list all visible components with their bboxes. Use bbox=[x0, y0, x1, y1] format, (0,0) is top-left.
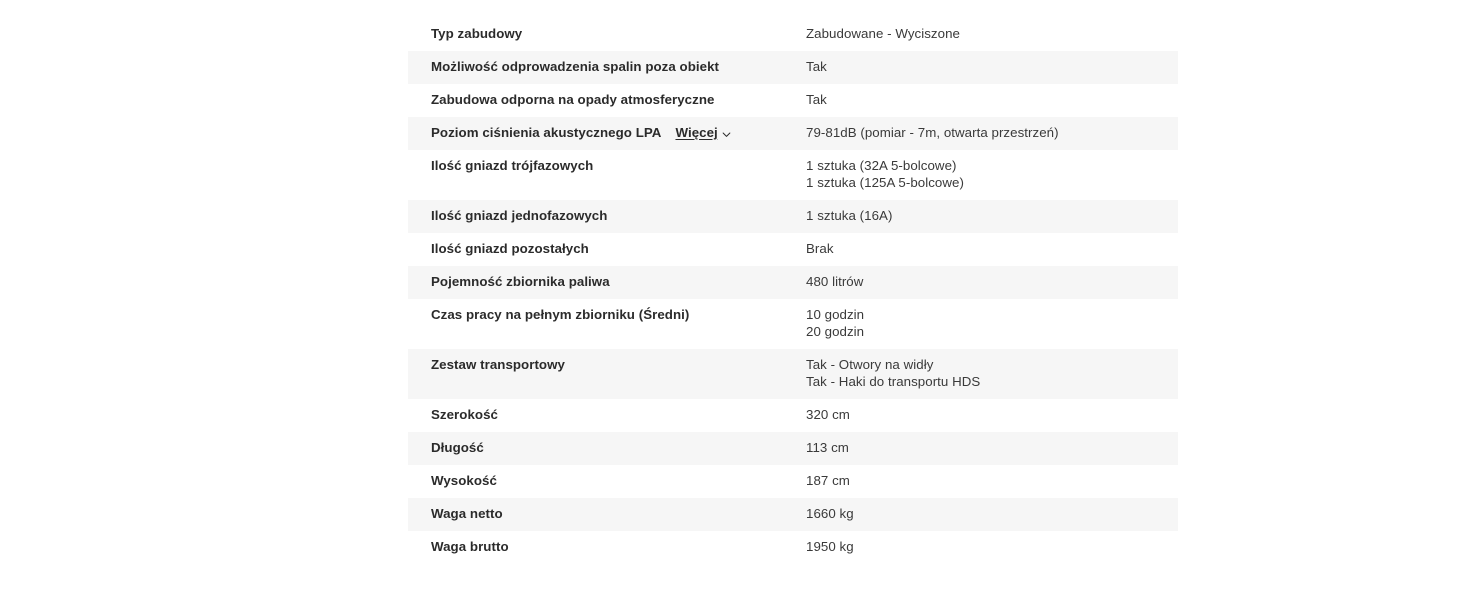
spec-value-cell bbox=[806, 266, 1178, 290]
spec-label-text: Wysokość bbox=[431, 473, 497, 488]
spec-value-text: 10 godzin bbox=[806, 307, 865, 322]
more-toggle-label: Więcej bbox=[675, 125, 718, 140]
spec-label-cell bbox=[431, 150, 806, 174]
spec-value-text: 480 litrów bbox=[806, 274, 864, 289]
spec-value-cell bbox=[806, 84, 1178, 108]
table-row bbox=[408, 18, 1178, 51]
spec-value-text: 113 cm bbox=[806, 440, 849, 455]
table-row bbox=[408, 51, 1178, 84]
spec-label-cell bbox=[431, 498, 806, 522]
chevron-down-icon bbox=[722, 130, 731, 139]
spec-label-text: Typ zabudowy bbox=[431, 26, 523, 41]
spec-label-text: Poziom ciśnienia akustycznego LPA bbox=[431, 125, 662, 140]
spec-label-cell bbox=[431, 18, 806, 42]
table-row bbox=[408, 498, 1178, 531]
spec-value-text: Brak bbox=[806, 241, 834, 256]
table-row bbox=[408, 299, 1178, 349]
table-row bbox=[408, 266, 1178, 299]
spec-value-text: 79-81dB (pomiar - 7m, otwarta przestrzeń) bbox=[806, 125, 1059, 140]
spec-label-text: Długość bbox=[431, 440, 484, 455]
spec-value-cell bbox=[806, 51, 1178, 75]
spec-value-cell bbox=[806, 531, 1178, 555]
more-toggle-button[interactable] bbox=[675, 125, 730, 141]
spec-label-cell bbox=[431, 233, 806, 257]
spec-label-cell bbox=[431, 51, 806, 75]
spec-label-cell bbox=[431, 465, 806, 489]
spec-value-text: 320 cm bbox=[806, 407, 850, 422]
table-row bbox=[408, 84, 1178, 117]
spec-label-text: Waga netto bbox=[431, 506, 503, 521]
spec-value-text: 1660 kg bbox=[806, 506, 854, 521]
spec-label-cell bbox=[431, 200, 806, 224]
table-row bbox=[408, 233, 1178, 266]
spec-value-text: 1 sztuka (32A 5-bolcowe) bbox=[806, 158, 957, 173]
spec-label-cell bbox=[431, 432, 806, 456]
table-row bbox=[408, 150, 1178, 200]
spec-value-cell bbox=[806, 150, 1178, 191]
table-row bbox=[408, 117, 1178, 150]
spec-value-cell bbox=[806, 18, 1178, 42]
spec-label-cell bbox=[431, 117, 806, 141]
spec-value-cell bbox=[806, 465, 1178, 489]
spec-value-text: 1 sztuka (125A 5-bolcowe) bbox=[806, 175, 964, 190]
table-row bbox=[408, 432, 1178, 465]
spec-value-text: Tak - Haki do transportu HDS bbox=[806, 374, 981, 389]
spec-label-cell bbox=[431, 531, 806, 555]
table-row bbox=[408, 531, 1178, 564]
spec-label-cell bbox=[431, 299, 806, 323]
spec-label-cell bbox=[431, 84, 806, 108]
table-row bbox=[408, 349, 1178, 399]
spec-value-cell bbox=[806, 233, 1178, 257]
spec-value-text: 1950 kg bbox=[806, 539, 854, 554]
spec-label-text: Ilość gniazd pozostałych bbox=[431, 241, 589, 256]
spec-label-text: Waga brutto bbox=[431, 539, 509, 554]
spec-label-text: Możliwość odprowadzenia spalin poza obiekt bbox=[431, 59, 720, 74]
spec-value-cell bbox=[806, 117, 1178, 141]
spec-label-text: Zabudowa odporna na opady atmosferyczne bbox=[431, 92, 715, 107]
spec-label-text: Ilość gniazd jednofazowych bbox=[431, 208, 608, 223]
spec-value-cell bbox=[806, 399, 1178, 423]
table-row bbox=[408, 399, 1178, 432]
table-row bbox=[408, 200, 1178, 233]
spec-label-text: Ilość gniazd trójfazowych bbox=[431, 158, 594, 173]
spec-label-text: Szerokość bbox=[431, 407, 498, 422]
table-row bbox=[408, 465, 1178, 498]
spec-label-cell bbox=[431, 266, 806, 290]
spec-label-cell bbox=[431, 349, 806, 373]
spec-value-text: 187 cm bbox=[806, 473, 850, 488]
spec-value-cell bbox=[806, 200, 1178, 224]
spec-value-text: Tak - Otwory na widły bbox=[806, 357, 934, 372]
spec-label-cell bbox=[431, 399, 806, 423]
spec-value-text: Tak bbox=[806, 92, 827, 107]
spec-value-cell bbox=[806, 349, 1178, 390]
spec-label-text: Pojemność zbiornika paliwa bbox=[431, 274, 610, 289]
spec-value-cell bbox=[806, 498, 1178, 522]
spec-label-text: Czas pracy na pełnym zbiorniku (Średni) bbox=[431, 307, 690, 322]
spec-label-text: Zestaw transportowy bbox=[431, 357, 565, 372]
spec-value-text: 1 sztuka (16A) bbox=[806, 208, 893, 223]
specification-table bbox=[408, 18, 1178, 564]
spec-value-cell bbox=[806, 432, 1178, 456]
spec-value-cell bbox=[806, 299, 1178, 340]
spec-value-text: 20 godzin bbox=[806, 324, 865, 339]
spec-value-text: Zabudowane - Wyciszone bbox=[806, 26, 960, 41]
spec-value-text: Tak bbox=[806, 59, 827, 74]
